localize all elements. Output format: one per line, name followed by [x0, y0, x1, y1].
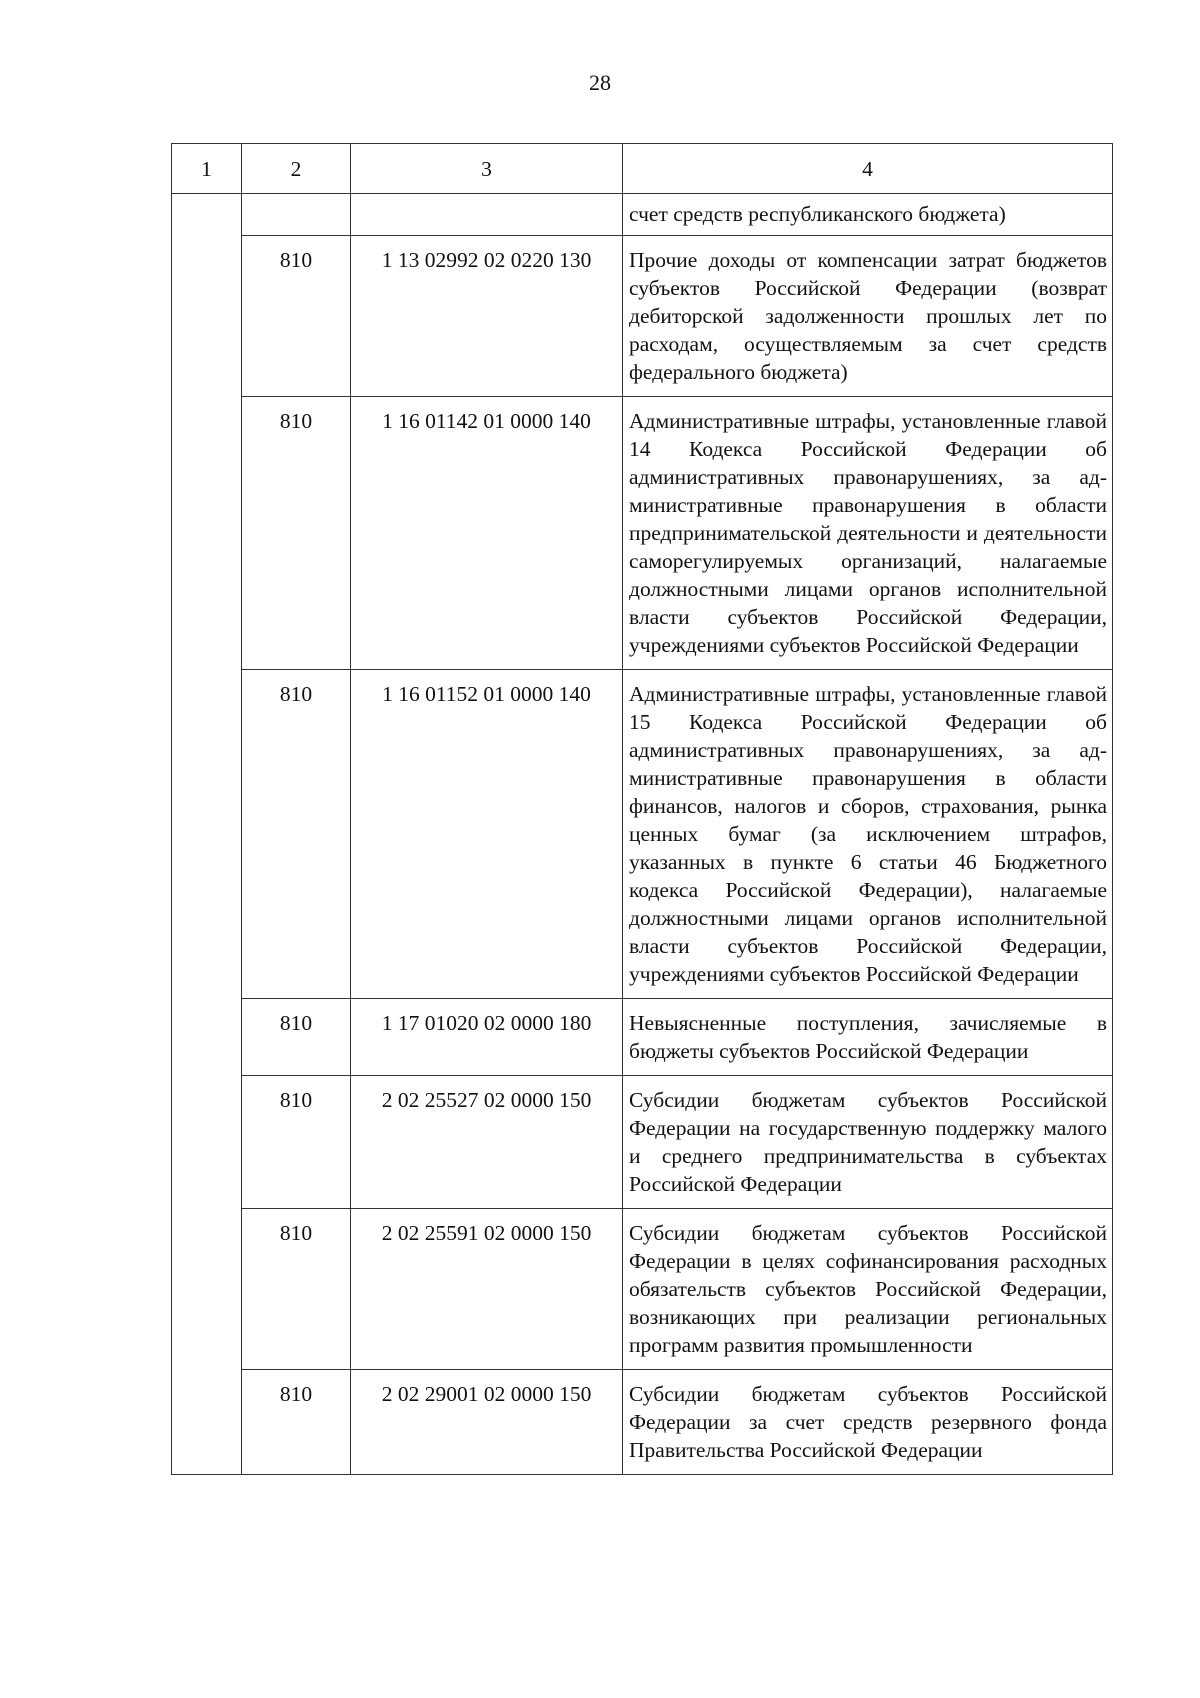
revenue-code-cell: 1 16 01152 01 0000 140	[351, 670, 623, 999]
revenue-code-cell: 2 02 25527 02 0000 150	[351, 1076, 623, 1209]
header-row	[172, 144, 1113, 194]
table-row	[172, 236, 1113, 397]
admin-code-cell: 810	[242, 236, 351, 397]
header-col-1: 1	[172, 144, 242, 194]
admin-code-cell: 810	[242, 1209, 351, 1370]
description-cell: Субсидии бюджетам субъектов Российской Федерации на государственную поддержку малого и среднего предпринимательства в субъектах Российской Федерации	[623, 1076, 1113, 1209]
admin-code-cell: 810	[242, 1076, 351, 1209]
revenue-code-cell: 2 02 29001 02 0000 150	[351, 1370, 623, 1475]
header-col-4: 4	[623, 144, 1113, 194]
header-col-3: 3	[351, 144, 623, 194]
page-number: 28	[589, 70, 611, 95]
admin-code-cell: 810	[242, 1370, 351, 1475]
header-col-2: 2	[242, 144, 351, 194]
table-row	[172, 670, 1113, 999]
table-row	[172, 397, 1113, 670]
revenue-code-cell	[351, 194, 623, 236]
admin-code-cell: 810	[242, 397, 351, 670]
table-row	[172, 1370, 1113, 1475]
description-cell: Субсидии бюджетам субъектов Российской Федерации за счет средств резервного фонда Правительства Российской Федерации	[623, 1370, 1113, 1475]
description-cell: Административные штрафы, установленные главой 15 Кодекса Российской Федерации об административных правонарушениях, за административные правонарушения в области финансов, налогов и сборов, страхования, рынка ценных бумаг (за исключением штрафов, указанных в пункте 6 статьи 46 Бюджетного кодекса Российской Федерации), налагаемые должностными лицами органов исполнительной власти субъектов Российской Федерации, учреждениями субъектов Российской Федерации	[623, 670, 1113, 999]
admin-code-cell: 810	[242, 670, 351, 999]
admin-code-cell: 810	[242, 999, 351, 1076]
description-cell: Прочие доходы от компенсации затрат бюджетов субъектов Российской Федерации (возврат дебиторской задолженности прошлых лет по расходам, осуществляемым за счет средств федерального бюджета)	[623, 236, 1113, 397]
table-row	[172, 1209, 1113, 1370]
revenue-code-cell: 2 02 25591 02 0000 150	[351, 1209, 623, 1370]
table-row	[172, 1076, 1113, 1209]
revenue-code-cell: 1 13 02992 02 0220 130	[351, 236, 623, 397]
table-row	[172, 194, 1113, 236]
description-cell: Субсидии бюджетам субъектов Российской Федерации в целях софинансирования расходных обязательств субъектов Российской Федерации, возникающих при реализации региональных программ развития промышленности	[623, 1209, 1113, 1370]
description-cell: счет средств республиканского бюджета)	[623, 194, 1113, 236]
revenue-code-cell: 1 16 01142 01 0000 140	[351, 397, 623, 670]
description-cell: Административные штрафы, установленные главой 14 Кодекса Российской Федерации об административных правонарушениях, за административные правонарушения в области предпринимательской деятельности и деятельности саморегулируемых организаций, налагаемые должностными лицами органов исполнительной власти субъектов Российской Федерации, учреждениями субъектов Российской Федерации	[623, 397, 1113, 670]
table-row	[172, 999, 1113, 1076]
budget-codes-table	[171, 143, 1113, 1475]
revenue-code-cell: 1 17 01020 02 0000 180	[351, 999, 623, 1076]
description-cell: Невыясненные поступления, зачисляемые в бюджеты субъектов Российской Федерации	[623, 999, 1113, 1076]
col1-merged-cell	[172, 194, 242, 1475]
admin-code-cell	[242, 194, 351, 236]
